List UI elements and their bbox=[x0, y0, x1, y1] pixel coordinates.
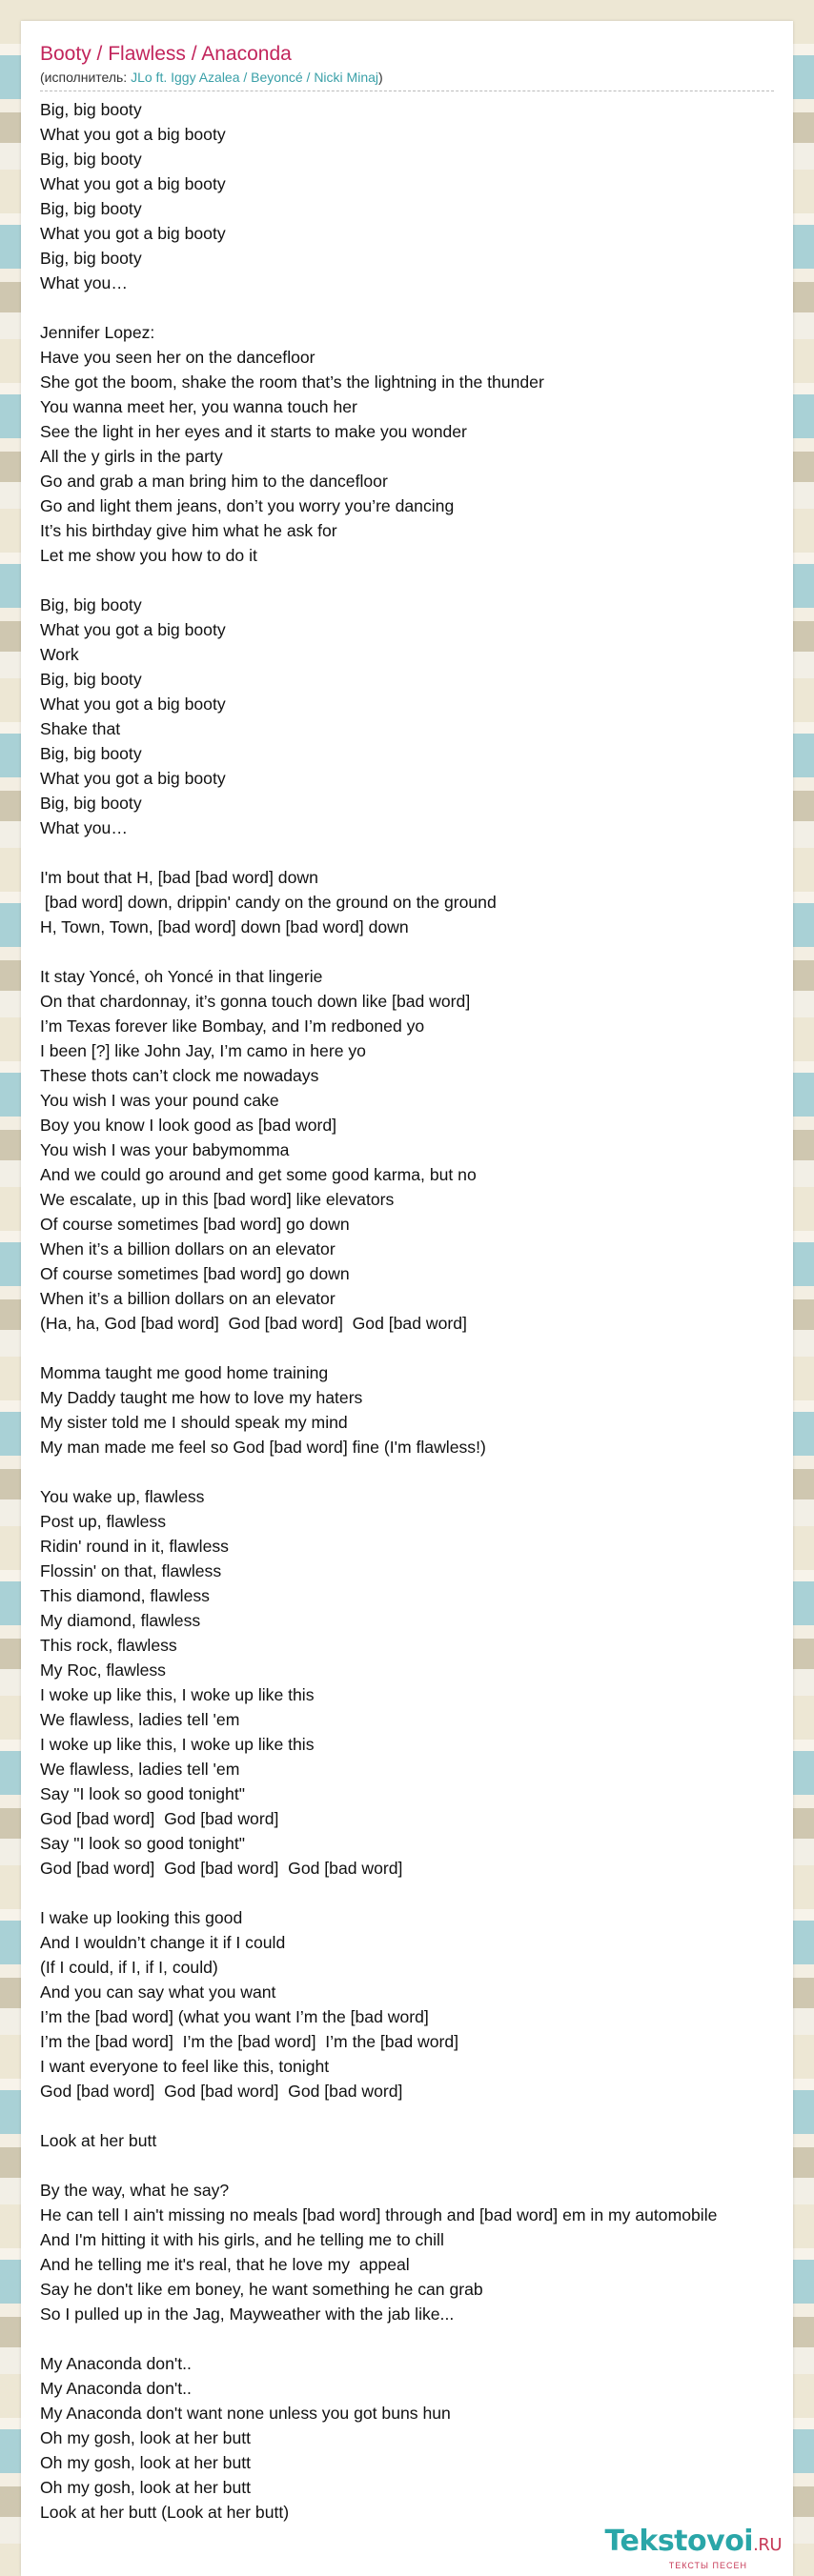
lyric-line: What you got a big booty bbox=[40, 224, 226, 243]
lyric-line: Momma taught me good home training bbox=[40, 1363, 329, 1382]
lyrics-text bbox=[40, 97, 793, 2525]
lyrics-card bbox=[21, 21, 793, 2576]
lyric-line: You wish I was your babymomma bbox=[40, 1140, 290, 1159]
lyric-blank-line bbox=[40, 1881, 793, 1905]
lyric-line: Let me show you how to do it bbox=[40, 546, 257, 565]
lyric-blank-line bbox=[40, 1459, 793, 1484]
lyric-line: I'm bout that H, [bad [bad word] down bbox=[40, 868, 318, 887]
lyric-line: All the y girls in the party bbox=[40, 447, 223, 466]
lyric-line: Shake that bbox=[40, 719, 121, 738]
lyric-line: Big, big booty bbox=[40, 595, 142, 614]
lyric-line: This rock, flawless bbox=[40, 1636, 177, 1655]
lyric-line: Jennifer Lopez: bbox=[40, 323, 155, 342]
lyric-line: And we could go around and get some good karma, but no bbox=[40, 1165, 477, 1184]
lyric-line: Big, big booty bbox=[40, 744, 142, 763]
lyric-line: Say "I look so good tonight" bbox=[40, 1834, 245, 1853]
lyric-line: (Ha, ha, God [bad word] God [bad word] God [bad word] bbox=[40, 1314, 467, 1333]
lyric-line: He can tell I ain't missing no meals [bad word] through and [bad word] em in my automobile bbox=[40, 2205, 718, 2224]
lyric-line: Of course sometimes [bad word] go down bbox=[40, 1215, 350, 1234]
lyric-line: Big, big booty bbox=[40, 100, 142, 119]
lyric-line: When it’s a billion dollars on an elevator bbox=[40, 1289, 336, 1308]
lyric-line: Look at her butt (Look at her butt) bbox=[40, 2503, 290, 2522]
logo-tld: .RU bbox=[753, 2535, 782, 2555]
lyric-line: My Daddy taught me how to love my haters bbox=[40, 1388, 363, 1407]
lyric-line: Ridin' round in it, flawless bbox=[40, 1537, 229, 1556]
lyric-line: I woke up like this, I woke up like this bbox=[40, 1685, 315, 1704]
lyric-line: It stay Yoncé, oh Yoncé in that lingerie bbox=[40, 967, 323, 986]
lyric-line: You wanna meet her, you wanna touch her bbox=[40, 397, 357, 416]
lyric-line: Big, big booty bbox=[40, 199, 142, 218]
lyric-line: Big, big booty bbox=[40, 249, 142, 268]
lyric-line: Of course sometimes [bad word] go down bbox=[40, 1264, 350, 1283]
logo-brand: Tekstovoi bbox=[604, 2525, 754, 2558]
byline-suffix: ) bbox=[378, 70, 383, 85]
lyric-line: Big, big booty bbox=[40, 150, 142, 169]
lyric-blank-line bbox=[40, 840, 793, 865]
lyric-line: Work bbox=[40, 645, 79, 664]
lyric-line: We escalate, up in this [bad word] like elevators bbox=[40, 1190, 395, 1209]
lyric-line: It’s his birthday give him what he ask for bbox=[40, 521, 337, 540]
lyric-line: Big, big booty bbox=[40, 794, 142, 813]
lyric-line: My Roc, flawless bbox=[40, 1660, 166, 1680]
lyric-line: Go and light them jeans, don’t you worry you’re dancing bbox=[40, 496, 455, 515]
lyric-line: Big, big booty bbox=[40, 670, 142, 689]
lyric-line: These thots can’t clock me nowadays bbox=[40, 1066, 319, 1085]
lyric-line: On that chardonnay, it’s gonna touch down like [bad word] bbox=[40, 992, 471, 1011]
lyric-line: Oh my gosh, look at her butt bbox=[40, 2453, 252, 2472]
lyric-blank-line bbox=[40, 939, 793, 964]
lyric-line: Post up, flawless bbox=[40, 1512, 167, 1531]
lyric-line: Oh my gosh, look at her butt bbox=[40, 2428, 252, 2447]
lyric-line: We flawless, ladies tell 'em bbox=[40, 1710, 240, 1729]
lyric-line: My Anaconda don't.. bbox=[40, 2354, 192, 2373]
logo-tagline: ТЕКСТЫ ПЕСЕН bbox=[668, 2561, 747, 2570]
lyric-line: My sister told me I should speak my mind bbox=[40, 1413, 348, 1432]
lyric-line: And you can say what you want bbox=[40, 1982, 276, 2002]
lyric-line: And he telling me it's real, that he love my appeal bbox=[40, 2255, 410, 2274]
lyric-line: (If I could, if I, if I, could) bbox=[40, 1958, 218, 1977]
lyric-line: Say "I look so good tonight" bbox=[40, 1784, 245, 1803]
lyric-line: When it’s a billion dollars on an elevator bbox=[40, 1239, 336, 1258]
lyric-line: So I pulled up in the Jag, Mayweather with the jab like... bbox=[40, 2304, 455, 2324]
lyric-line: This diamond, flawless bbox=[40, 1586, 210, 1605]
lyric-line: You wake up, flawless bbox=[40, 1487, 205, 1506]
lyric-blank-line bbox=[40, 2103, 793, 2128]
lyric-line: God [bad word] God [bad word] God [bad word] bbox=[40, 1859, 403, 1878]
lyric-line: By the way, what he say? bbox=[40, 2181, 230, 2200]
artist-link[interactable]: JLo ft. Iggy Azalea / Beyoncé / Nicki Minaj bbox=[131, 70, 378, 85]
lyric-line: I wake up looking this good bbox=[40, 1908, 243, 1927]
lyric-line: And I wouldn’t change it if I could bbox=[40, 1933, 286, 1952]
lyric-line: What you… bbox=[40, 273, 128, 292]
lyric-line: My diamond, flawless bbox=[40, 1611, 201, 1630]
lyric-line: My Anaconda don't.. bbox=[40, 2379, 192, 2398]
lyric-line: What you got a big booty bbox=[40, 174, 226, 193]
lyric-line: God [bad word] God [bad word] bbox=[40, 1809, 279, 1828]
lyric-line: She got the boom, shake the room that’s the lightning in the thunder bbox=[40, 372, 544, 392]
song-title: Booty / Flawless / Anaconda bbox=[40, 43, 292, 65]
lyric-line: Flossin' on that, flawless bbox=[40, 1561, 222, 1580]
lyric-line: And I'm hitting it with his girls, and he telling me to chill bbox=[40, 2230, 444, 2249]
lyric-line: I been [?] like John Jay, I’m camo in here yo bbox=[40, 1041, 366, 1060]
lyric-blank-line bbox=[40, 2326, 793, 2351]
lyric-blank-line bbox=[40, 1336, 793, 1360]
site-logo[interactable] bbox=[605, 2526, 782, 2570]
lyric-line: I’m the [bad word] I’m the [bad word] I’m the [bad word] bbox=[40, 2032, 459, 2051]
lyric-line: What you got a big booty bbox=[40, 694, 226, 714]
lyric-line: We flawless, ladies tell 'em bbox=[40, 1760, 240, 1779]
byline-prefix: (исполнитель: bbox=[40, 70, 132, 85]
lyric-line: What you got a big booty bbox=[40, 620, 226, 639]
lyric-line: What you got a big booty bbox=[40, 125, 226, 144]
lyric-line: Go and grab a man bring him to the dancefloor bbox=[40, 472, 388, 491]
lyric-line: I’m the [bad word] (what you want I’m the [bad word] bbox=[40, 2007, 429, 2026]
song-header bbox=[40, 42, 774, 91]
lyric-line: Say he don't like em boney, he want something he can grab bbox=[40, 2280, 483, 2299]
artist-byline bbox=[40, 69, 774, 91]
lyric-line: God [bad word] God [bad word] God [bad word] bbox=[40, 2082, 403, 2101]
lyric-line: What you got a big booty bbox=[40, 769, 226, 788]
lyric-line: See the light in her eyes and it starts to make you wonder bbox=[40, 422, 467, 441]
logo-wordmark bbox=[605, 2526, 782, 2561]
lyric-line: What you… bbox=[40, 818, 128, 837]
lyric-line: Boy you know I look good as [bad word] bbox=[40, 1116, 337, 1135]
lyric-line: Oh my gosh, look at her butt bbox=[40, 2478, 252, 2497]
lyric-line: [bad word] down, drippin' candy on the ground on the ground bbox=[40, 893, 497, 912]
lyric-line: H, Town, Town, [bad word] down [bad word] down bbox=[40, 917, 409, 936]
lyric-line: You wish I was your pound cake bbox=[40, 1091, 279, 1110]
lyric-line: I want everyone to feel like this, tonight bbox=[40, 2057, 330, 2076]
lyric-line: Have you seen her on the dancefloor bbox=[40, 348, 315, 367]
lyric-line: My man made me feel so God [bad word] fine (I'm flawless!) bbox=[40, 1438, 486, 1457]
lyric-blank-line bbox=[40, 568, 793, 593]
lyric-blank-line bbox=[40, 2153, 793, 2178]
lyric-line: I’m Texas forever like Bombay, and I’m redboned yo bbox=[40, 1016, 425, 1036]
lyric-line: I woke up like this, I woke up like this bbox=[40, 1735, 315, 1754]
lyric-line: My Anaconda don't want none unless you got buns hun bbox=[40, 2404, 451, 2423]
lyric-blank-line bbox=[40, 295, 793, 320]
lyric-line: Look at her butt bbox=[40, 2131, 157, 2150]
